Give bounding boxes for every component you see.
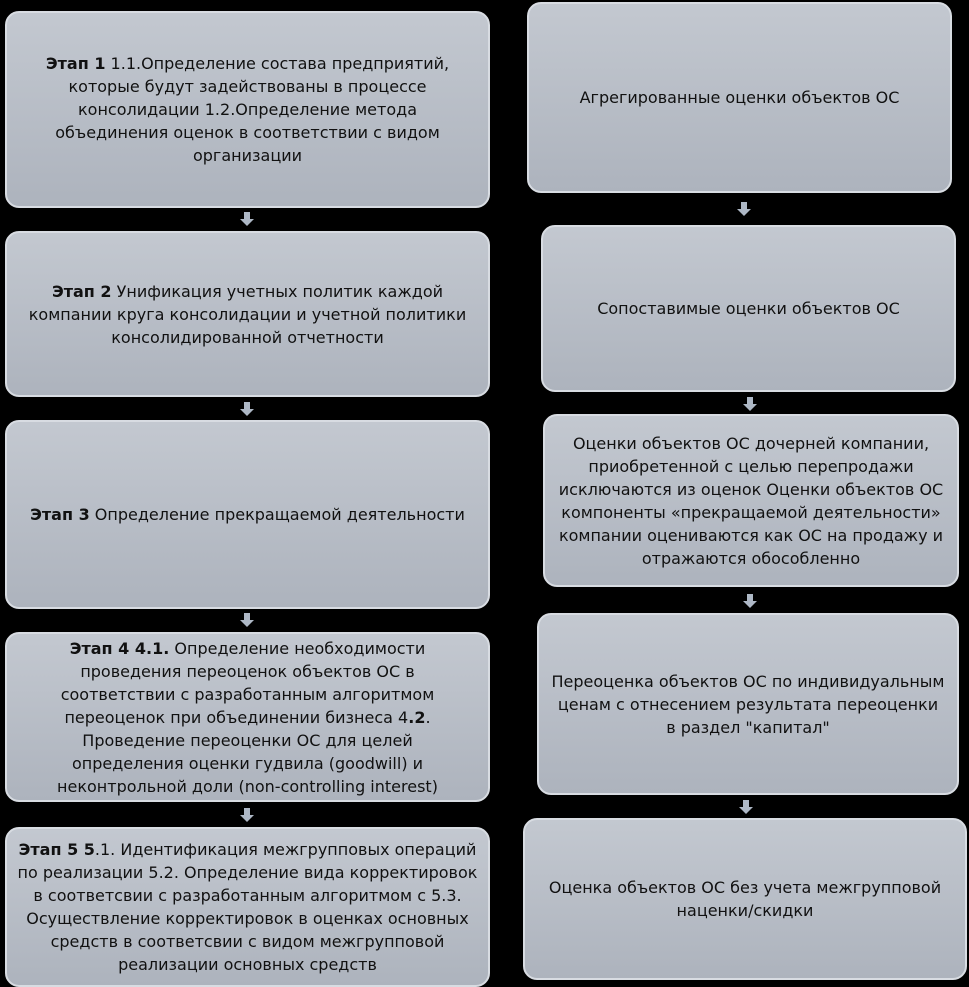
stage-3-box: [5, 420, 490, 609]
right-box-1: [527, 2, 952, 193]
stage-2-box: [5, 231, 490, 397]
stage-2-text: Унификация учетных политик каждой компании круга консолидации и учетной политики консолидированной отчетности: [28, 281, 467, 347]
arrow-down-icon: [240, 808, 254, 822]
stage-5-text: .1. Идентификация межгрупповых операций по реализации 5.2. Определение вида корректировок в соответсвии с разработанным алгоритмом с 5.3. Осуществление корректировок в оценках основных средств в соответсвии с видом межгрупповой реализации основных средств: [17, 840, 478, 974]
stage-3-label: Этап 3: [30, 505, 90, 524]
arrow-down-icon: [737, 202, 751, 216]
right-box-4: [537, 613, 959, 795]
stage-4-label: Этап 4: [69, 638, 130, 658]
stage-4-text-1: Определение необходимости проведения переоценок объектов ОС в соответствии с разработанным алгоритмом переоценок при объединении бизнеса 4: [60, 638, 435, 727]
stage-1-text: 1.1.Определение состава предприятий, которые будут задействованы в процессе консолидации 1.2.Определение метода объединения оценок в соответствии с видом организации: [55, 54, 450, 165]
arrow-down-icon: [240, 402, 254, 416]
right-box-5-text: Оценка объектов ОС без учета межгрупповой наценки/скидки: [548, 878, 942, 920]
right-box-4-text: Переоценка объектов ОС по индивидуальным ценам с отнесением результата переоценки в раздел "капитал": [551, 671, 945, 737]
stage-2-label: Этап 2: [51, 281, 112, 301]
stage-4-bold-1: 4.1.: [129, 638, 170, 658]
right-box-2-text: Сопоставимые оценки объектов ОС: [597, 299, 900, 318]
stage-5-box: [5, 827, 490, 987]
stage-1-box: [5, 11, 490, 208]
right-box-5: [523, 818, 967, 980]
stage-3-text: Определение прекращаемой деятельности: [89, 505, 465, 524]
arrow-down-icon: [240, 613, 254, 627]
right-box-1-text: Агрегированные оценки объектов ОС: [579, 88, 900, 107]
arrow-down-icon: [240, 212, 254, 226]
right-box-2: [541, 225, 956, 392]
stage-4-bold-2: .2: [408, 707, 426, 727]
stage-4-box: [5, 632, 490, 802]
right-box-3: [543, 414, 959, 587]
arrow-down-icon: [743, 397, 757, 411]
stage-5-bold-1: 5: [78, 840, 95, 859]
arrow-down-icon: [739, 800, 753, 814]
arrow-down-icon: [743, 594, 757, 608]
stage-5-label: Этап 5: [18, 840, 79, 859]
stage-1-label: Этап 1: [45, 54, 106, 73]
right-box-3-text: Оценки объектов ОС дочерней компании, приобретенной с целью перепродажи исключаются из оценок Оценки объектов ОС компоненты «прекращаемой деятельности» компании оцениваются как ОС на продажу и отражаются обособленно: [558, 433, 944, 568]
stage-4-text-2: . Проведение переоценки ОС для целей определения оценки гудвила (goodwill) и неконтрольной доли (non-controlling interest): [57, 707, 438, 796]
